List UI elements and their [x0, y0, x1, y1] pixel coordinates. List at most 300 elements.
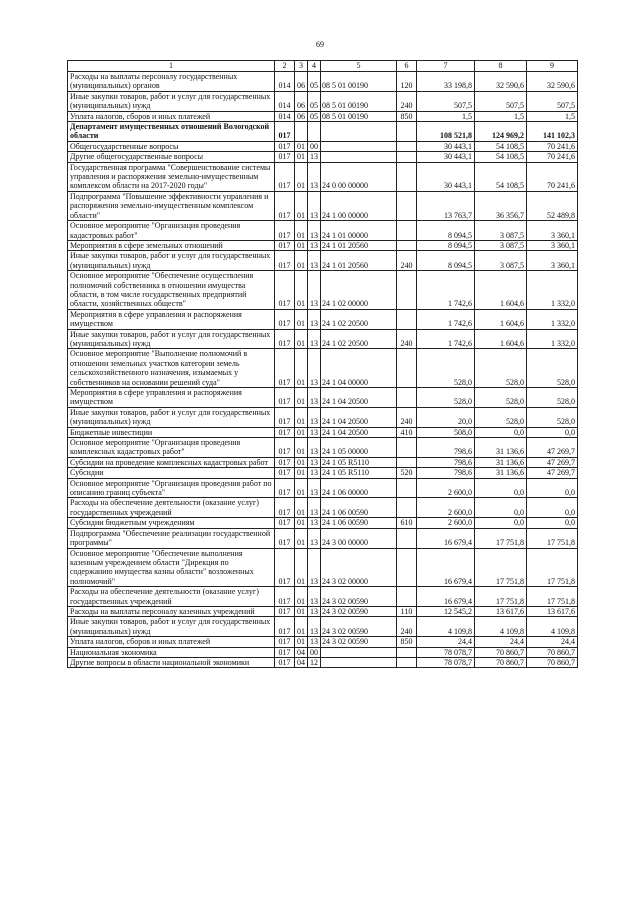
row-expense-type: [397, 388, 417, 408]
row-name: Расходы на обеспечение деятельности (оказание услуг) государственных учреждений: [68, 498, 275, 518]
row-target-article: [321, 141, 397, 151]
row-subsection-code: 13: [308, 271, 321, 310]
row-amount-year1: 507,5: [417, 91, 475, 111]
header-cell: 5: [321, 61, 397, 72]
row-amount-year2: 0,0: [475, 427, 527, 437]
table-row: [68, 309, 578, 329]
row-section-code: 04: [295, 647, 308, 657]
row-ved-code: 014: [275, 72, 295, 92]
table-row: [68, 191, 578, 220]
row-section-code: 01: [295, 518, 308, 528]
row-subsection-code: 13: [308, 518, 321, 528]
row-section-code: 01: [295, 606, 308, 616]
row-section-code: 01: [295, 141, 308, 151]
row-subsection-code: 13: [308, 251, 321, 271]
row-subsection-code: 12: [308, 657, 321, 667]
row-target-article: 24 1 01 20560: [321, 251, 397, 271]
row-amount-year1: 528,0: [417, 349, 475, 388]
row-subsection-code: 13: [308, 528, 321, 548]
row-subsection-code: 13: [308, 438, 321, 458]
row-subsection-code: 13: [308, 468, 321, 478]
row-amount-year3: 3 360,1: [527, 221, 578, 241]
row-amount-year2: 70 860,7: [475, 657, 527, 667]
row-target-article: 24 1 05 00000: [321, 438, 397, 458]
table-row: [68, 162, 578, 191]
row-section-code: 01: [295, 427, 308, 437]
row-name: Иные закупки товаров, работ и услуг для государственных (муниципальных) нужд: [68, 407, 275, 427]
row-amount-year2: 17 751,8: [475, 587, 527, 607]
row-expense-type: [397, 221, 417, 241]
row-amount-year2: 13 617,6: [475, 606, 527, 616]
row-section-code: 01: [295, 457, 308, 467]
row-amount-year1: 108 521,8: [417, 122, 475, 142]
table-row: [68, 438, 578, 458]
row-amount-year2: 54 108,5: [475, 141, 527, 151]
row-amount-year3: 52 489,8: [527, 191, 578, 220]
row-ved-code: 017: [275, 349, 295, 388]
row-section-code: 01: [295, 587, 308, 607]
row-amount-year3: 507,5: [527, 91, 578, 111]
row-target-article: [321, 152, 397, 162]
row-amount-year1: 30 443,1: [417, 141, 475, 151]
row-section-code: 01: [295, 548, 308, 587]
row-section-code: 01: [295, 221, 308, 241]
row-amount-year3: 0,0: [527, 427, 578, 437]
row-amount-year3: 47 269,7: [527, 457, 578, 467]
row-amount-year3: 3 360,1: [527, 251, 578, 271]
row-expense-type: [397, 647, 417, 657]
row-expense-type: 850: [397, 111, 417, 121]
row-amount-year2: 528,0: [475, 407, 527, 427]
row-amount-year2: 3 087,5: [475, 221, 527, 241]
row-amount-year1: 1 742,6: [417, 329, 475, 349]
row-amount-year1: 30 443,1: [417, 162, 475, 191]
row-amount-year3: 3 360,1: [527, 240, 578, 250]
row-amount-year1: 4 109,8: [417, 617, 475, 637]
row-name: Подпрограмма "Повышение эффективности управления и распоряжения земельно-имущественным комплексом области": [68, 191, 275, 220]
row-amount-year2: 528,0: [475, 349, 527, 388]
row-amount-year2: 528,0: [475, 388, 527, 408]
row-ved-code: 017: [275, 162, 295, 191]
table-row: [68, 271, 578, 310]
row-ved-code: 017: [275, 498, 295, 518]
row-target-article: 24 1 04 20500: [321, 388, 397, 408]
row-name: Основное мероприятие "Организация проведения кадастровых работ": [68, 221, 275, 241]
row-amount-year1: 16 679,4: [417, 548, 475, 587]
row-expense-type: 240: [397, 407, 417, 427]
row-subsection-code: 13: [308, 478, 321, 498]
row-ved-code: 014: [275, 111, 295, 121]
table-row: [68, 637, 578, 647]
header-cell: 9: [527, 61, 578, 72]
row-section-code: 04: [295, 657, 308, 667]
row-amount-year2: 0,0: [475, 498, 527, 518]
row-amount-year2: 24,4: [475, 637, 527, 647]
budget-table-body: [68, 61, 578, 668]
row-amount-year3: 70 860,7: [527, 657, 578, 667]
row-section-code: 01: [295, 349, 308, 388]
row-name: Общегосударственные вопросы: [68, 141, 275, 151]
row-amount-year1: 798,6: [417, 457, 475, 467]
row-target-article: 24 1 06 00000: [321, 478, 397, 498]
row-amount-year3: 1 332,0: [527, 309, 578, 329]
row-expense-type: 240: [397, 91, 417, 111]
row-ved-code: 017: [275, 637, 295, 647]
row-section-code: 01: [295, 152, 308, 162]
row-expense-type: [397, 548, 417, 587]
row-subsection-code: 13: [308, 548, 321, 587]
row-target-article: [321, 647, 397, 657]
row-subsection-code: 13: [308, 309, 321, 329]
row-target-article: 24 1 01 20560: [321, 240, 397, 250]
table-row: [68, 388, 578, 408]
row-name: Мероприятия в сфере земельных отношений: [68, 240, 275, 250]
row-target-article: 08 5 01 00190: [321, 72, 397, 92]
row-amount-year1: 2 600,0: [417, 498, 475, 518]
row-amount-year2: 31 136,6: [475, 438, 527, 458]
row-name: Иные закупки товаров, работ и услуг для государственных (муниципальных) нужд: [68, 617, 275, 637]
row-ved-code: 014: [275, 91, 295, 111]
row-target-article: 24 1 02 20500: [321, 309, 397, 329]
table-row: [68, 240, 578, 250]
row-expense-type: [397, 438, 417, 458]
row-expense-type: 240: [397, 617, 417, 637]
table-row: [68, 528, 578, 548]
row-amount-year3: 17 751,8: [527, 548, 578, 587]
row-amount-year2: 17 751,8: [475, 548, 527, 587]
row-section-code: 01: [295, 528, 308, 548]
row-subsection-code: 13: [308, 637, 321, 647]
row-name: Департамент имущественных отношений Вологодской области: [68, 122, 275, 142]
row-section-code: 06: [295, 91, 308, 111]
row-amount-year2: 507,5: [475, 91, 527, 111]
row-section-code: 01: [295, 240, 308, 250]
row-amount-year2: 1 604,6: [475, 309, 527, 329]
row-amount-year2: 32 590,6: [475, 72, 527, 92]
row-name: Субсидии на проведение комплексных кадастровых работ: [68, 457, 275, 467]
row-ved-code: 017: [275, 617, 295, 637]
row-subsection-code: 13: [308, 162, 321, 191]
row-target-article: 24 1 00 00000: [321, 191, 397, 220]
row-expense-type: 240: [397, 329, 417, 349]
row-amount-year3: 1 332,0: [527, 271, 578, 310]
row-name: Расходы на выплаты персоналу казенных учреждений: [68, 606, 275, 616]
row-expense-type: [397, 152, 417, 162]
row-target-article: 24 3 02 00590: [321, 637, 397, 647]
row-subsection-code: 13: [308, 427, 321, 437]
row-name: Мероприятия в сфере управления и распоряжения имуществом: [68, 388, 275, 408]
row-section-code: 01: [295, 468, 308, 478]
header-cell: 3: [295, 61, 308, 72]
row-ved-code: 017: [275, 152, 295, 162]
row-subsection-code: 13: [308, 191, 321, 220]
row-name: Подпрограмма "Обеспечение реализации государственной программы": [68, 528, 275, 548]
table-row: [68, 407, 578, 427]
row-section-code: 01: [295, 271, 308, 310]
row-target-article: 24 1 06 00590: [321, 498, 397, 518]
row-section-code: 06: [295, 72, 308, 92]
row-ved-code: 017: [275, 329, 295, 349]
table-row: [68, 606, 578, 616]
row-expense-type: [397, 162, 417, 191]
row-amount-year1: 16 679,4: [417, 587, 475, 607]
row-amount-year2: 1 604,6: [475, 329, 527, 349]
row-name: Иные закупки товаров, работ и услуг для государственных (муниципальных) нужд: [68, 329, 275, 349]
row-ved-code: 017: [275, 548, 295, 587]
row-expense-type: [397, 141, 417, 151]
row-amount-year1: 16 679,4: [417, 528, 475, 548]
row-ved-code: 017: [275, 647, 295, 657]
row-amount-year1: 24,4: [417, 637, 475, 647]
row-amount-year2: 31 136,6: [475, 468, 527, 478]
row-ved-code: 017: [275, 240, 295, 250]
row-target-article: 24 1 05 R5110: [321, 468, 397, 478]
row-amount-year1: 30 443,1: [417, 152, 475, 162]
row-amount-year3: 17 751,8: [527, 587, 578, 607]
row-section-code: 01: [295, 388, 308, 408]
row-expense-type: [397, 309, 417, 329]
row-expense-type: [397, 657, 417, 667]
row-amount-year2: 70 860,7: [475, 647, 527, 657]
row-amount-year3: 70 241,6: [527, 141, 578, 151]
row-name: Национальная экономика: [68, 647, 275, 657]
row-amount-year3: 141 102,3: [527, 122, 578, 142]
row-amount-year1: 78 078,7: [417, 647, 475, 657]
row-amount-year1: 1 742,6: [417, 309, 475, 329]
row-amount-year3: 47 269,7: [527, 468, 578, 478]
row-ved-code: 017: [275, 309, 295, 329]
row-amount-year1: 798,6: [417, 438, 475, 458]
row-amount-year3: 17 751,8: [527, 528, 578, 548]
header-cell: 7: [417, 61, 475, 72]
row-section-code: 01: [295, 438, 308, 458]
row-expense-type: [397, 349, 417, 388]
header-cell: 2: [275, 61, 295, 72]
row-ved-code: 017: [275, 191, 295, 220]
page-number: 69: [316, 40, 324, 49]
row-subsection-code: 05: [308, 91, 321, 111]
table-row: [68, 251, 578, 271]
row-section-code: 01: [295, 191, 308, 220]
table-row: [68, 221, 578, 241]
table-row: [68, 548, 578, 587]
row-amount-year3: 528,0: [527, 388, 578, 408]
table-row: [68, 617, 578, 637]
row-amount-year2: 124 969,2: [475, 122, 527, 142]
row-expense-type: 850: [397, 637, 417, 647]
row-ved-code: 017: [275, 606, 295, 616]
row-section-code: 01: [295, 251, 308, 271]
table-row: [68, 349, 578, 388]
row-amount-year1: 528,0: [417, 388, 475, 408]
row-ved-code: 017: [275, 438, 295, 458]
row-amount-year3: 24,4: [527, 637, 578, 647]
row-name: Другие вопросы в области национальной экономики: [68, 657, 275, 667]
row-target-article: 24 3 02 00590: [321, 606, 397, 616]
row-name: Иные закупки товаров, работ и услуг для государственных (муниципальных) нужд: [68, 91, 275, 111]
row-target-article: 24 0 00 00000: [321, 162, 397, 191]
header-cell: 8: [475, 61, 527, 72]
row-expense-type: [397, 457, 417, 467]
table-row: [68, 91, 578, 111]
row-amount-year1: 8 094,5: [417, 251, 475, 271]
row-amount-year2: 0,0: [475, 518, 527, 528]
row-target-article: 24 1 04 20500: [321, 407, 397, 427]
row-section-code: 01: [295, 617, 308, 637]
row-ved-code: 017: [275, 478, 295, 498]
table-row: [68, 498, 578, 518]
row-amount-year3: 1 332,0: [527, 329, 578, 349]
row-section-code: 01: [295, 309, 308, 329]
row-subsection-code: 13: [308, 152, 321, 162]
row-amount-year1: 2 600,0: [417, 518, 475, 528]
row-section-code: 01: [295, 637, 308, 647]
row-amount-year3: 0,0: [527, 478, 578, 498]
row-ved-code: 017: [275, 407, 295, 427]
row-amount-year2: 4 109,8: [475, 617, 527, 637]
row-amount-year1: 20,0: [417, 407, 475, 427]
row-expense-type: 520: [397, 468, 417, 478]
row-section-code: 01: [295, 407, 308, 427]
row-subsection-code: 13: [308, 240, 321, 250]
row-amount-year1: 12 545,2: [417, 606, 475, 616]
table-row: [68, 457, 578, 467]
row-subsection-code: 13: [308, 407, 321, 427]
row-amount-year2: 1,5: [475, 111, 527, 121]
row-amount-year3: 1,5: [527, 111, 578, 121]
row-name: Другие общегосударственные вопросы: [68, 152, 275, 162]
row-section-code: 01: [295, 329, 308, 349]
row-subsection-code: 13: [308, 457, 321, 467]
row-subsection-code: 13: [308, 329, 321, 349]
row-subsection-code: [308, 122, 321, 142]
row-subsection-code: 05: [308, 72, 321, 92]
header-cell: 4: [308, 61, 321, 72]
row-ved-code: 017: [275, 221, 295, 241]
row-amount-year2: 54 108,5: [475, 162, 527, 191]
row-amount-year2: 3 087,5: [475, 251, 527, 271]
row-subsection-code: 00: [308, 141, 321, 151]
row-name: Субсидии бюджетным учреждениям: [68, 518, 275, 528]
row-amount-year2: 54 108,5: [475, 152, 527, 162]
row-amount-year1: 8 094,5: [417, 221, 475, 241]
row-amount-year2: 31 136,6: [475, 457, 527, 467]
row-target-article: 24 1 05 R5110: [321, 457, 397, 467]
row-amount-year3: 13 617,6: [527, 606, 578, 616]
row-amount-year2: 17 751,8: [475, 528, 527, 548]
row-subsection-code: 13: [308, 606, 321, 616]
row-target-article: [321, 657, 397, 667]
row-expense-type: [397, 587, 417, 607]
row-target-article: 08 5 01 00190: [321, 111, 397, 121]
row-expense-type: 240: [397, 251, 417, 271]
row-target-article: 24 1 02 00000: [321, 271, 397, 310]
table-row: [68, 647, 578, 657]
row-subsection-code: 05: [308, 111, 321, 121]
row-expense-type: [397, 478, 417, 498]
row-amount-year1: 798,6: [417, 468, 475, 478]
row-expense-type: 120: [397, 72, 417, 92]
row-amount-year2: 1 604,6: [475, 271, 527, 310]
row-subsection-code: 13: [308, 388, 321, 408]
row-expense-type: 110: [397, 606, 417, 616]
row-expense-type: [397, 191, 417, 220]
row-amount-year3: 0,0: [527, 498, 578, 518]
row-ved-code: 017: [275, 587, 295, 607]
row-name: Бюджетные инвестиции: [68, 427, 275, 437]
row-ved-code: 017: [275, 518, 295, 528]
row-name: Основное мероприятие "Обеспечение выполнения казенным учреждением области "Дирекция по содержанию имущества казны области" возложенных полномочий": [68, 548, 275, 587]
row-expense-type: [397, 528, 417, 548]
table-row: [68, 587, 578, 607]
row-ved-code: 017: [275, 457, 295, 467]
row-name: Основное мероприятие "Организация проведения работ по описанию границ субъекта": [68, 478, 275, 498]
table-row: [68, 111, 578, 121]
row-amount-year1: 1,5: [417, 111, 475, 121]
row-amount-year1: 78 078,7: [417, 657, 475, 667]
row-expense-type: [397, 122, 417, 142]
row-subsection-code: 13: [308, 617, 321, 637]
row-name: Основное мероприятие "Выполнение полномочий в отношении земельных участков категории земель сельскохозяйственного назначения, изымаемых у собственников на основании решений суда": [68, 349, 275, 388]
table-row: [68, 152, 578, 162]
row-amount-year1: 2 600,0: [417, 478, 475, 498]
row-name: Расходы на обеспечение деятельности (оказание услуг) государственных учреждений: [68, 587, 275, 607]
row-target-article: 24 1 01 00000: [321, 221, 397, 241]
table-row: [68, 122, 578, 142]
table-row: [68, 72, 578, 92]
row-ved-code: 017: [275, 388, 295, 408]
budget-table: [67, 60, 578, 668]
row-amount-year1: 33 198,8: [417, 72, 475, 92]
table-row: [68, 518, 578, 528]
row-ved-code: 017: [275, 468, 295, 478]
row-target-article: 08 5 01 00190: [321, 91, 397, 111]
row-expense-type: 410: [397, 427, 417, 437]
row-section-code: 01: [295, 478, 308, 498]
row-target-article: 24 3 02 00000: [321, 548, 397, 587]
row-ved-code: 017: [275, 528, 295, 548]
row-ved-code: 017: [275, 271, 295, 310]
row-section-code: [295, 122, 308, 142]
table-row: [68, 329, 578, 349]
row-amount-year3: 47 269,7: [527, 438, 578, 458]
row-amount-year1: 13 763,7: [417, 191, 475, 220]
row-name: Субсидии: [68, 468, 275, 478]
row-name: Государственная программа "Совершенствование системы управления и распоряжения земельно-имущественным комплексом области на 2017-2020 годы": [68, 162, 275, 191]
row-subsection-code: 13: [308, 498, 321, 518]
header-row: [68, 61, 578, 72]
row-subsection-code: 13: [308, 349, 321, 388]
row-target-article: 24 1 06 00590: [321, 518, 397, 528]
row-target-article: 24 3 02 00590: [321, 617, 397, 637]
row-name: Уплата налогов, сборов и иных платежей: [68, 111, 275, 121]
row-ved-code: 017: [275, 251, 295, 271]
row-subsection-code: 00: [308, 647, 321, 657]
row-target-article: 24 1 04 20500: [321, 427, 397, 437]
row-ved-code: 017: [275, 657, 295, 667]
row-subsection-code: 13: [308, 221, 321, 241]
table-row: [68, 657, 578, 667]
row-amount-year3: 0,0: [527, 518, 578, 528]
row-target-article: 24 1 02 20500: [321, 329, 397, 349]
row-amount-year1: 1 742,6: [417, 271, 475, 310]
row-amount-year3: 528,0: [527, 349, 578, 388]
row-target-article: 24 3 00 00000: [321, 528, 397, 548]
row-ved-code: 017: [275, 427, 295, 437]
table-row: [68, 468, 578, 478]
row-amount-year2: 3 087,5: [475, 240, 527, 250]
row-section-code: 06: [295, 111, 308, 121]
